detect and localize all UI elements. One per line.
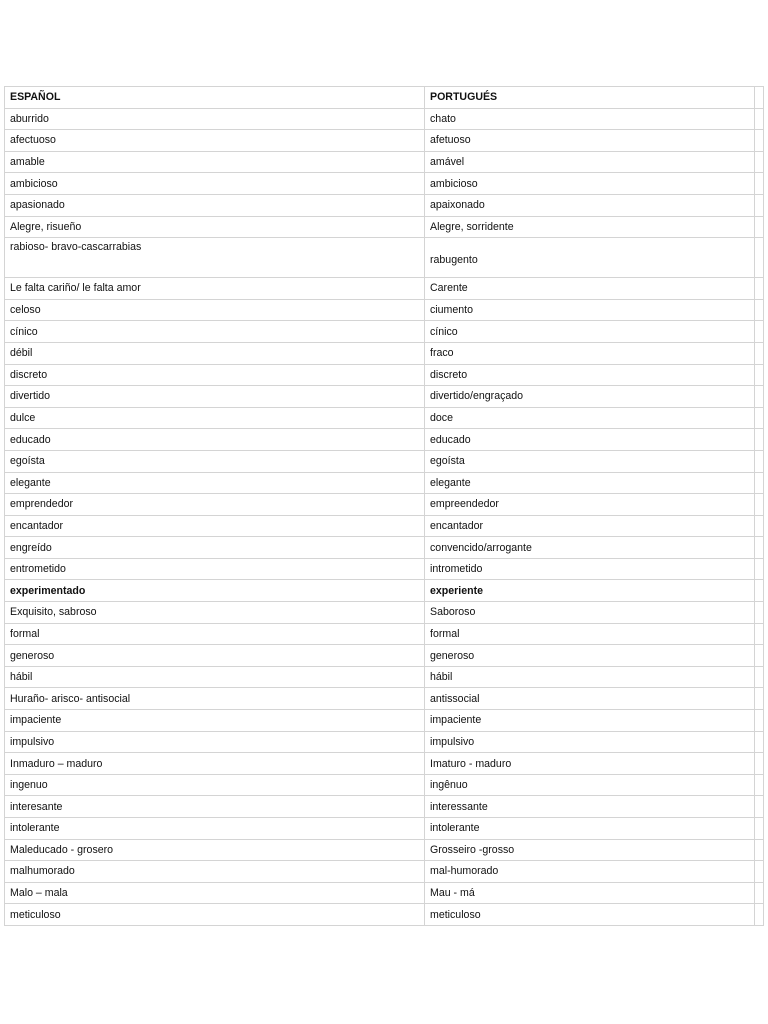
- cell-portuguese: Mau - má: [425, 882, 755, 904]
- cell-portuguese: chato: [425, 108, 755, 130]
- empty-column-cell: [755, 194, 764, 216]
- cell-portuguese: ciumento: [425, 299, 755, 321]
- table-row: [5, 386, 764, 408]
- cell-portuguese: antissocial: [425, 688, 755, 710]
- empty-column-cell: [755, 904, 764, 926]
- table-row: [5, 364, 764, 386]
- vocabulary-table: [4, 86, 764, 926]
- cell-spanish: impaciente: [5, 710, 425, 732]
- table-row: [5, 472, 764, 494]
- cell-portuguese: mal-humorado: [425, 861, 755, 883]
- table-row: [5, 861, 764, 883]
- empty-column-cell: [755, 515, 764, 537]
- cell-portuguese: experiente: [425, 580, 755, 602]
- table-row: [5, 904, 764, 926]
- cell-spanish: Maleducado - grosero: [5, 839, 425, 861]
- empty-column-cell: [755, 731, 764, 753]
- cell-spanish: Inmaduro – maduro: [5, 753, 425, 775]
- empty-column-cell: [755, 130, 764, 152]
- empty-column-cell: [755, 87, 764, 109]
- cell-portuguese: hábil: [425, 666, 755, 688]
- cell-portuguese: divertido/engraçado: [425, 386, 755, 408]
- cell-spanish: intolerante: [5, 818, 425, 840]
- cell-portuguese: impulsivo: [425, 731, 755, 753]
- table-row: [5, 130, 764, 152]
- empty-column-cell: [755, 216, 764, 238]
- cell-spanish: egoísta: [5, 450, 425, 472]
- empty-column-cell: [755, 173, 764, 195]
- cell-spanish: impulsivo: [5, 731, 425, 753]
- cell-portuguese: Imaturo - maduro: [425, 753, 755, 775]
- cell-portuguese: Saboroso: [425, 602, 755, 624]
- empty-column-cell: [755, 278, 764, 300]
- table-row: [5, 515, 764, 537]
- empty-column-cell: [755, 774, 764, 796]
- cell-portuguese: Alegre, sorridente: [425, 216, 755, 238]
- cell-spanish: celoso: [5, 299, 425, 321]
- cell-spanish: cínico: [5, 321, 425, 343]
- cell-spanish: entrometido: [5, 558, 425, 580]
- cell-portuguese: egoísta: [425, 450, 755, 472]
- cell-spanish: formal: [5, 623, 425, 645]
- cell-spanish: apasionado: [5, 194, 425, 216]
- table-row: [5, 321, 764, 343]
- empty-column-cell: [755, 429, 764, 451]
- table-row: [5, 450, 764, 472]
- cell-spanish: dulce: [5, 407, 425, 429]
- vocabulary-sheet: [4, 86, 763, 926]
- cell-spanish: educado: [5, 429, 425, 451]
- empty-column-cell: [755, 882, 764, 904]
- empty-column-cell: [755, 537, 764, 559]
- table-row: [5, 882, 764, 904]
- empty-column-cell: [755, 386, 764, 408]
- cell-spanish: Alegre, risueño: [5, 216, 425, 238]
- cell-portuguese: meticuloso: [425, 904, 755, 926]
- empty-column-cell: [755, 558, 764, 580]
- empty-column-cell: [755, 407, 764, 429]
- cell-spanish: débil: [5, 342, 425, 364]
- empty-column-cell: [755, 450, 764, 472]
- table-row: [5, 623, 764, 645]
- cell-spanish: engreído: [5, 537, 425, 559]
- table-row: [5, 710, 764, 732]
- table-row: [5, 796, 764, 818]
- cell-portuguese: intolerante: [425, 818, 755, 840]
- table-row: [5, 645, 764, 667]
- cell-spanish: Malo – mala: [5, 882, 425, 904]
- cell-spanish: rabioso- bravo-cascarrabias: [5, 238, 425, 278]
- cell-portuguese: cínico: [425, 321, 755, 343]
- cell-spanish: afectuoso: [5, 130, 425, 152]
- empty-column-cell: [755, 818, 764, 840]
- cell-portuguese: interessante: [425, 796, 755, 818]
- table-row: [5, 342, 764, 364]
- cell-portuguese: impaciente: [425, 710, 755, 732]
- empty-column-cell: [755, 688, 764, 710]
- table-row: [5, 151, 764, 173]
- header-portuguese: PORTUGUÉS: [425, 87, 755, 109]
- table-row: [5, 108, 764, 130]
- empty-column-cell: [755, 472, 764, 494]
- cell-portuguese: convencido/arrogante: [425, 537, 755, 559]
- empty-column-cell: [755, 645, 764, 667]
- empty-column-cell: [755, 666, 764, 688]
- cell-portuguese: discreto: [425, 364, 755, 386]
- empty-column-cell: [755, 602, 764, 624]
- cell-portuguese: amável: [425, 151, 755, 173]
- cell-portuguese: Grosseiro -grosso: [425, 839, 755, 861]
- table-row: [5, 429, 764, 451]
- cell-portuguese: empreendedor: [425, 494, 755, 516]
- table-row: [5, 216, 764, 238]
- cell-spanish: amable: [5, 151, 425, 173]
- table-row: [5, 194, 764, 216]
- table-row: [5, 278, 764, 300]
- cell-portuguese: educado: [425, 429, 755, 451]
- table-row: [5, 688, 764, 710]
- empty-column-cell: [755, 494, 764, 516]
- table-row: [5, 238, 764, 278]
- cell-spanish: malhumorado: [5, 861, 425, 883]
- cell-spanish: meticuloso: [5, 904, 425, 926]
- cell-spanish: ingenuo: [5, 774, 425, 796]
- table-row: [5, 299, 764, 321]
- table-row: [5, 731, 764, 753]
- table-row: [5, 407, 764, 429]
- cell-portuguese: apaixonado: [425, 194, 755, 216]
- cell-portuguese: formal: [425, 623, 755, 645]
- cell-spanish: hábil: [5, 666, 425, 688]
- cell-portuguese: rabugento: [425, 238, 755, 278]
- empty-column-cell: [755, 839, 764, 861]
- cell-portuguese: Carente: [425, 278, 755, 300]
- empty-column-cell: [755, 321, 764, 343]
- cell-spanish: generoso: [5, 645, 425, 667]
- cell-spanish: discreto: [5, 364, 425, 386]
- table-row: [5, 602, 764, 624]
- cell-portuguese: doce: [425, 407, 755, 429]
- table-body: [5, 87, 764, 926]
- table-row: [5, 494, 764, 516]
- empty-column-cell: [755, 580, 764, 602]
- table-row: [5, 537, 764, 559]
- empty-column-cell: [755, 364, 764, 386]
- cell-spanish: experimentado: [5, 580, 425, 602]
- cell-portuguese: fraco: [425, 342, 755, 364]
- cell-portuguese: elegante: [425, 472, 755, 494]
- cell-spanish: aburrido: [5, 108, 425, 130]
- table-row: [5, 839, 764, 861]
- cell-spanish: Le falta cariño/ le falta amor: [5, 278, 425, 300]
- cell-portuguese: intrometido: [425, 558, 755, 580]
- cell-spanish: interesante: [5, 796, 425, 818]
- empty-column-cell: [755, 299, 764, 321]
- cell-spanish: divertido: [5, 386, 425, 408]
- cell-portuguese: afetuoso: [425, 130, 755, 152]
- table-row: [5, 173, 764, 195]
- empty-column-cell: [755, 623, 764, 645]
- header-spanish: ESPAÑOL: [5, 87, 425, 109]
- cell-portuguese: generoso: [425, 645, 755, 667]
- cell-portuguese: ambicioso: [425, 173, 755, 195]
- empty-column-cell: [755, 238, 764, 278]
- cell-spanish: Huraño- arisco- antisocial: [5, 688, 425, 710]
- empty-column-cell: [755, 710, 764, 732]
- cell-portuguese: ingênuo: [425, 774, 755, 796]
- header-row: [5, 87, 764, 109]
- table-row: [5, 753, 764, 775]
- empty-column-cell: [755, 861, 764, 883]
- empty-column-cell: [755, 342, 764, 364]
- cell-spanish: ambicioso: [5, 173, 425, 195]
- empty-column-cell: [755, 151, 764, 173]
- table-row: [5, 558, 764, 580]
- table-row: [5, 818, 764, 840]
- table-row: [5, 666, 764, 688]
- empty-column-cell: [755, 108, 764, 130]
- table-row: [5, 580, 764, 602]
- cell-spanish: emprendedor: [5, 494, 425, 516]
- cell-spanish: encantador: [5, 515, 425, 537]
- cell-portuguese: encantador: [425, 515, 755, 537]
- cell-spanish: elegante: [5, 472, 425, 494]
- empty-column-cell: [755, 753, 764, 775]
- empty-column-cell: [755, 796, 764, 818]
- cell-spanish: Exquisito, sabroso: [5, 602, 425, 624]
- table-row: [5, 774, 764, 796]
